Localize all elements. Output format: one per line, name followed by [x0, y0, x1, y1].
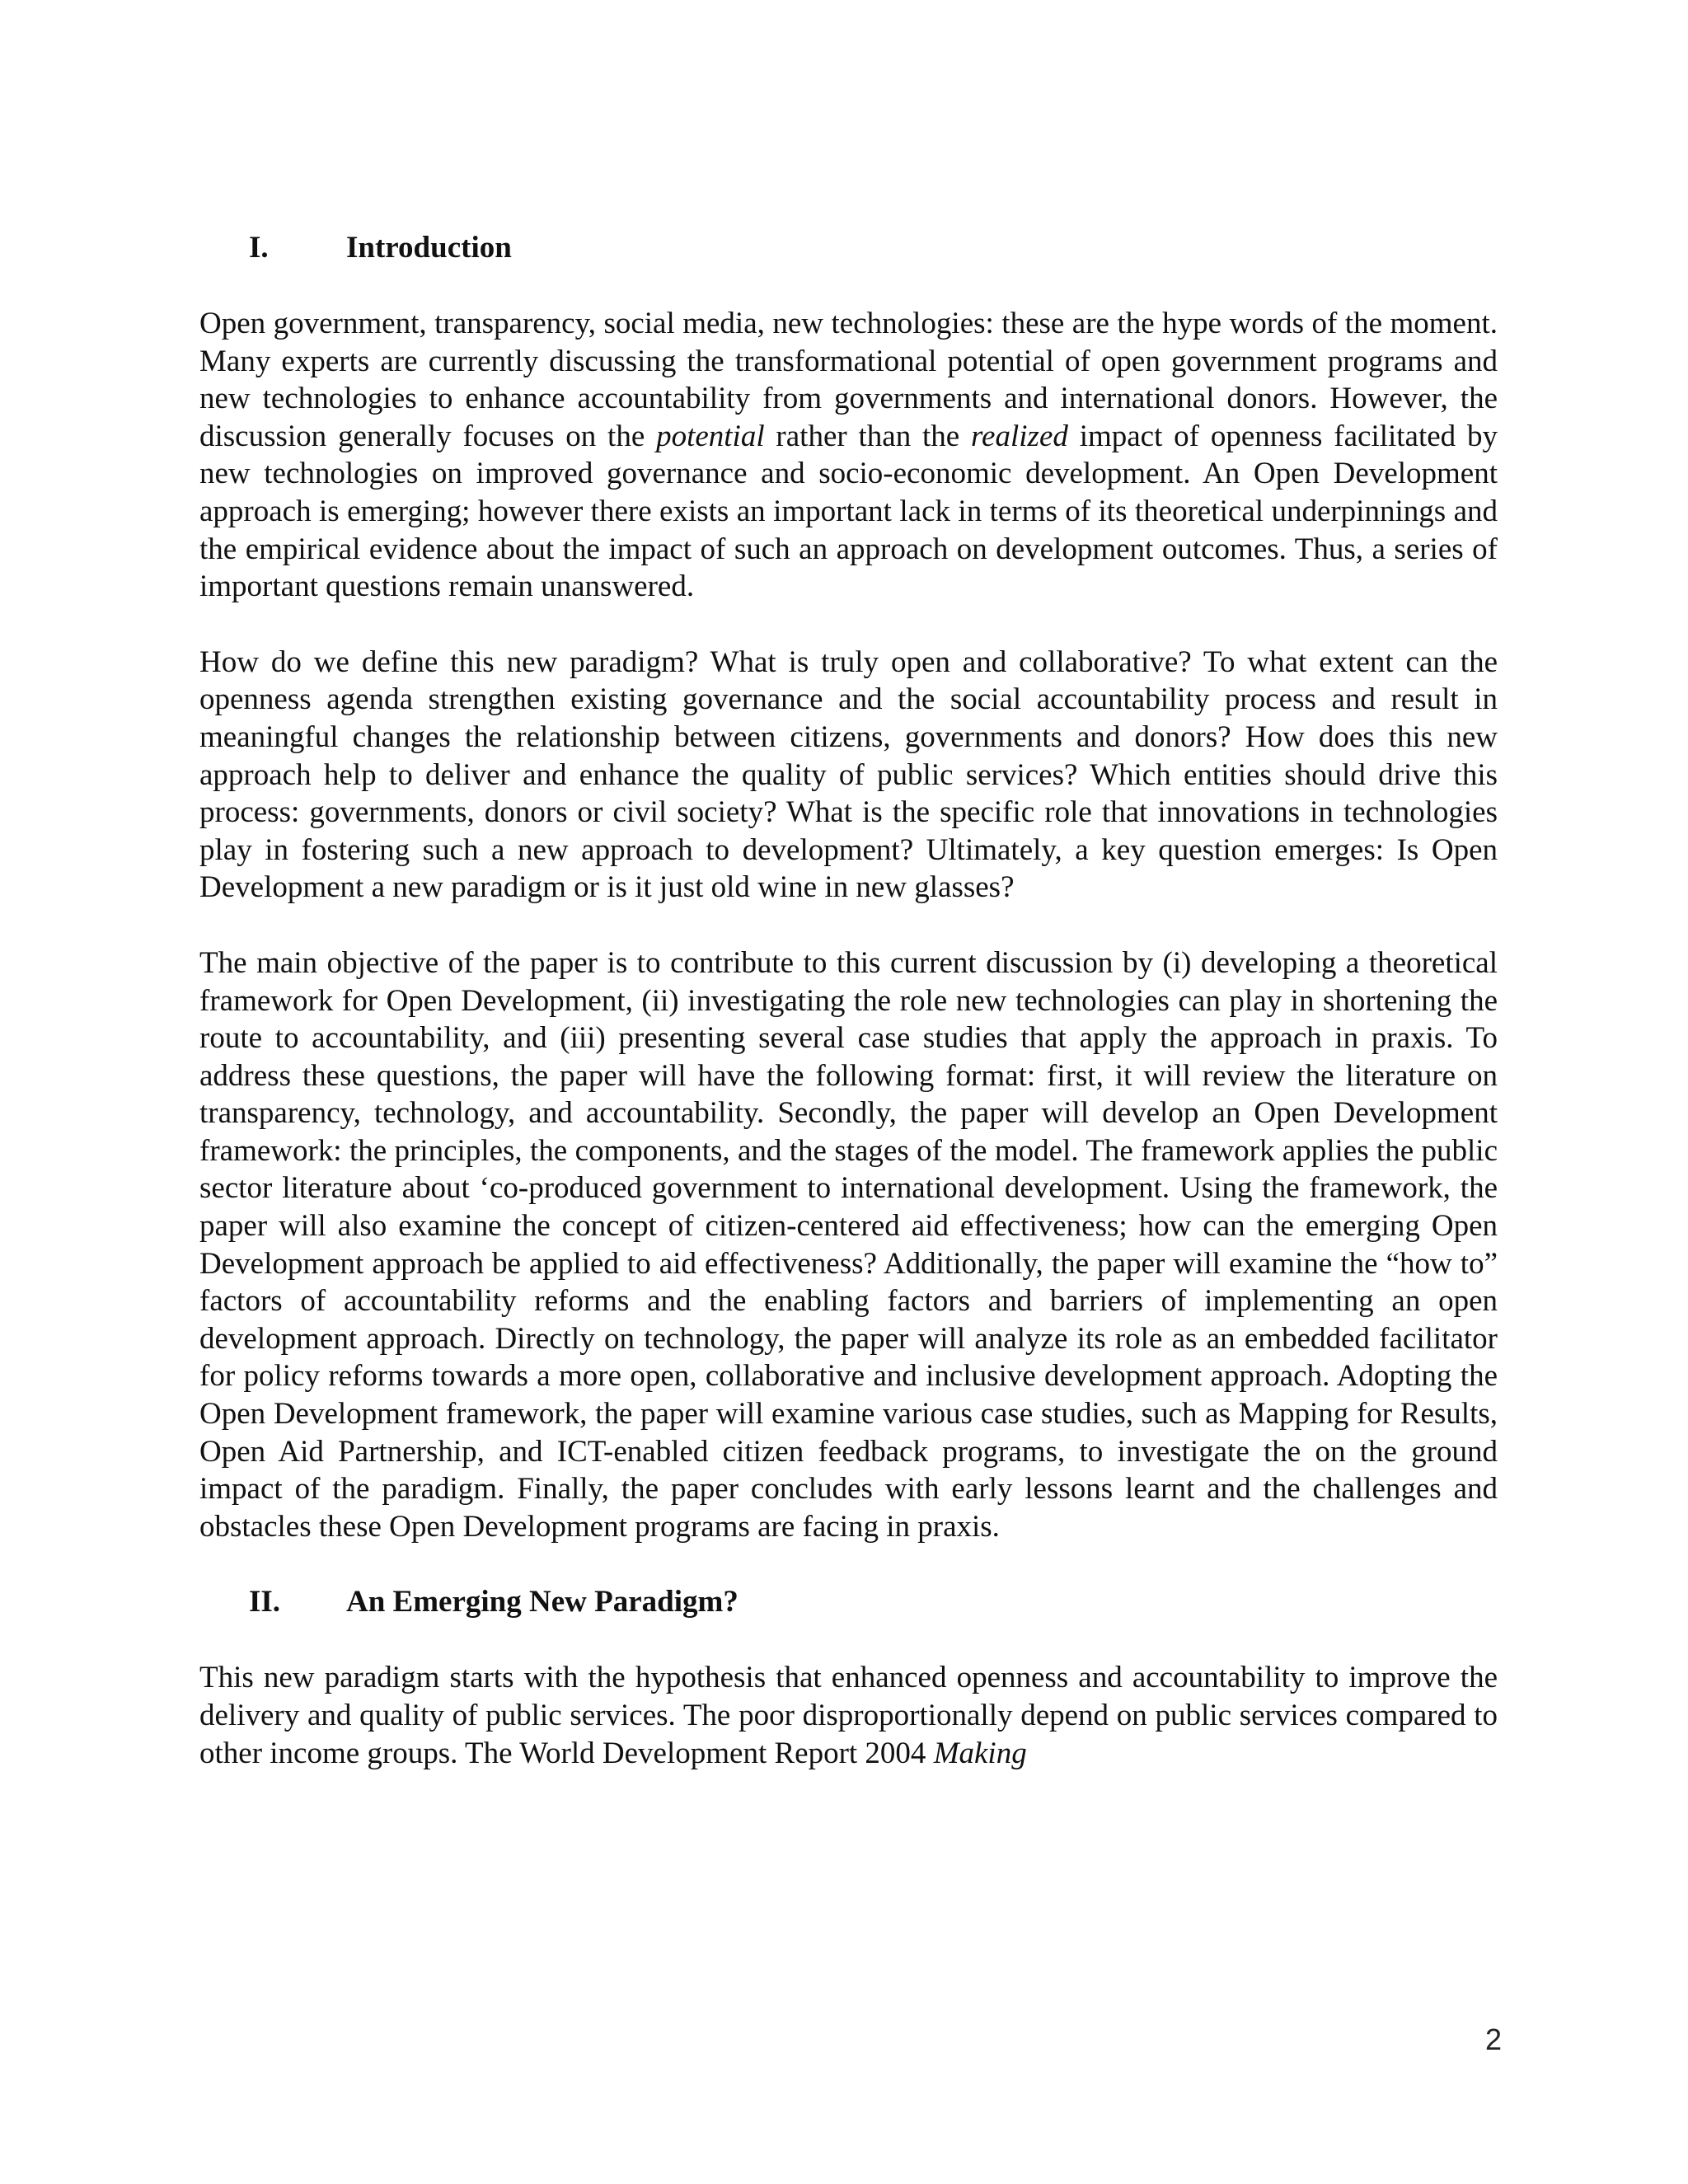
emphasis-text: potential: [656, 419, 765, 453]
paradigm-paragraph-1: [199, 1659, 1498, 1772]
text-run: rather than the: [764, 419, 972, 453]
text-run: impact of openness facilitated by new technologies on improved governance and socio-economic development. An Open Development approach is emerging; however there exists an important lack in terms of its theoretical underpinnings and the empirical evidence about the impact of such an approach on development outcomes. Thus, a series of important questions remain unanswered.: [199, 419, 1498, 604]
text-run: This new paradigm starts with the hypothesis that enhanced openness and accountability to improve the delivery and quality of public services. The poor disproportionally depend on public services compared to other income groups. The World Development Report 2004: [199, 1661, 1498, 1770]
intro-paragraph-3: The main objective of the paper is to contribute to this current discussion by (i) developing a theoretical framework for Open Development, (ii) investigating the role new technologies can play in shortening the route to accountability, and (iii) presenting several case studies that apply the approach in praxis. To address these questions, the paper will have the following format: first, it will review the literature on transparency, technology, and accountability. Secondly, the paper will develop an Open Development framework: the principles, the components, and the stages of the model. The framework applies the public sector literature about ‘co-produced government to international development. Using the framework, the paper will also examine the concept of citizen-centered aid effectiveness; how can the emerging Open Development approach be applied to aid effectiveness? Additionally, the paper will examine the “how to” factors of accountability reforms and the enabling factors and barriers of implementing an open development approach. Directly on technology, the paper will analyze its role as an embedded facilitator for policy reforms towards a more open, collaborative and inclusive development approach. Adopting the Open Development framework, the paper will examine various case studies, such as Mapping for Results, Open Aid Partnership, and ICT-enabled citizen feedback programs, to investigate the on the ground impact of the paradigm. Finally, the paper concludes with early lessons learnt and the challenges and obstacles these Open Development programs are facing in praxis.: [199, 945, 1498, 1544]
section-title: An Emerging New Paradigm?: [346, 1585, 738, 1619]
page-body: [199, 229, 1498, 1772]
section-heading-introduction: [199, 229, 1498, 267]
text-run: Open government, transparency, social media, new technologies: these are the hype words of the moment. Many experts are currently discussing the transformational potential of open government programs and new technologies to enhance accountability from governments and international donors. However, the discussion generally focuses on the: [199, 307, 1498, 453]
intro-paragraph-1: [199, 305, 1498, 606]
intro-paragraph-2: How do we define this new paradigm? What is truly open and collaborative? To what extent can the openness agenda strengthen existing governance and the social accountability process and result in meaningful changes the relationship between citizens, governments and donors? How does this new approach help to deliver and enhance the quality of public services? Which entities should drive this process: governments, donors or civil society? What is the specific role that innovations in technologies play in fostering such a new approach to development? Ultimately, a key question emerges: Is Open Development a new paradigm or is it just old wine in new glasses?: [199, 644, 1498, 905]
emphasis-text: realized: [971, 419, 1068, 453]
section-heading-new-paradigm: [199, 1583, 1498, 1621]
section-number: I.: [249, 231, 269, 265]
page-number: 2: [1484, 2022, 1502, 2056]
section-title: Introduction: [346, 231, 512, 265]
section-number: II.: [249, 1585, 281, 1619]
emphasis-text: Making: [933, 1736, 1027, 1770]
